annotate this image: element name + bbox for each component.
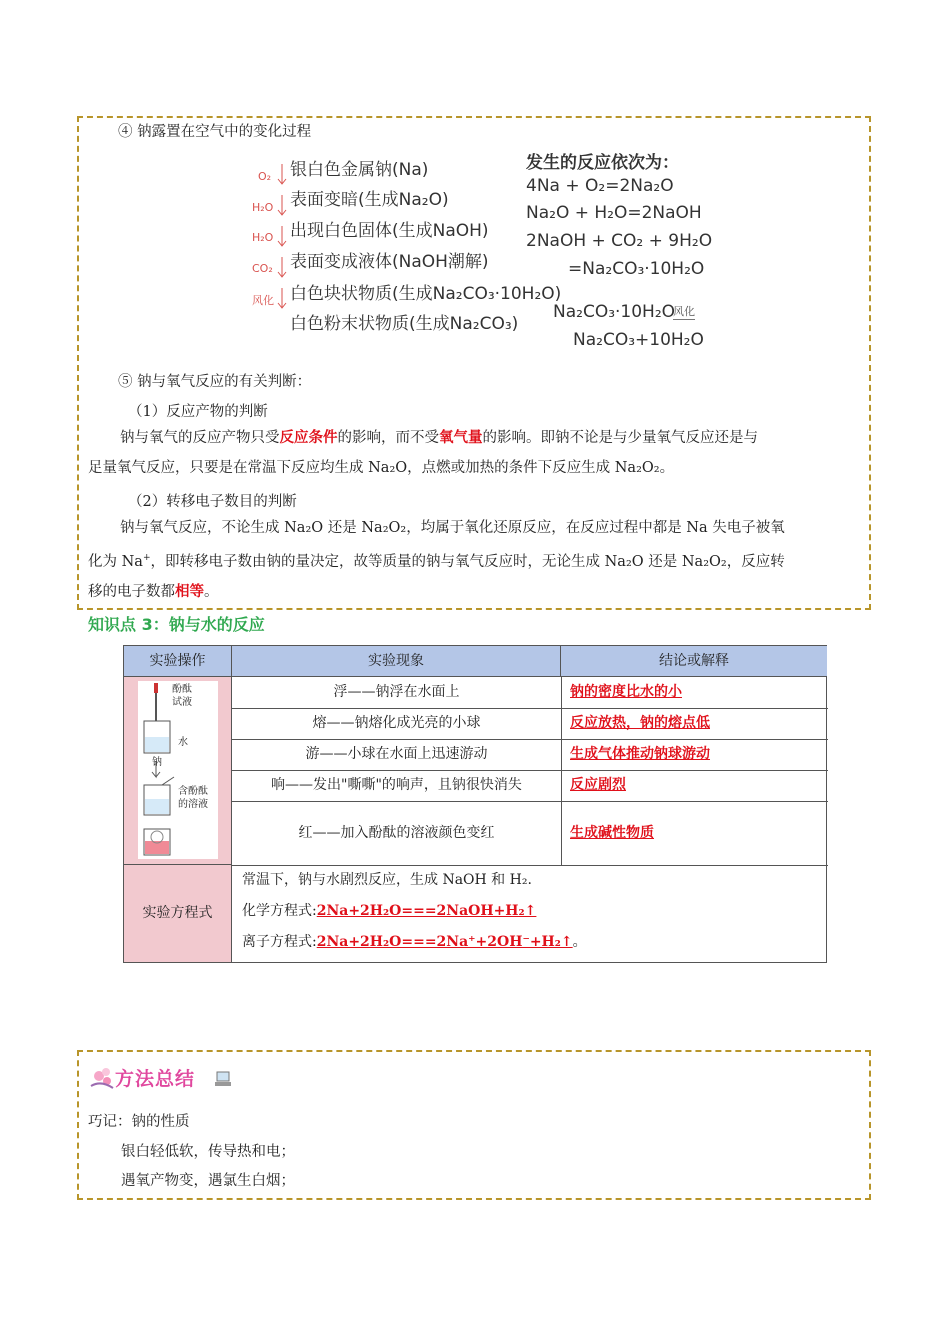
reaction-4-product: Na₂CO₃+10H₂O: [573, 330, 704, 350]
badge-text: 方法总结: [115, 1068, 196, 1090]
p2-line3a: 移的电子数都: [88, 584, 175, 600]
ion-label: 离子方程式:: [242, 934, 317, 950]
p2-line2sup: +: [142, 553, 151, 563]
conclusion-float: 钠的密度比水的小: [570, 684, 682, 700]
arrow-label-h2o-2: H₂O: [252, 231, 274, 244]
reaction-3: 2NaOH + CO₂ + 9H₂O: [526, 231, 713, 251]
phenomenon-sound: 响——发出"嘶嘶"的响声，且钠很快消失: [271, 777, 522, 793]
grid-line: [232, 801, 828, 802]
label-phenolphthalein: 酚酞: [172, 684, 192, 695]
grid-line: [232, 865, 828, 866]
flower-icon: [87, 1062, 117, 1092]
sub2-title: （2）转移电子数目的判断: [128, 494, 297, 510]
p1-c: 的影响，而不受: [337, 430, 439, 446]
paragraph-electrons: [88, 513, 868, 607]
ionic-equation-line: [242, 930, 587, 954]
sub1-title: （1）反应产物的判断: [128, 404, 268, 420]
equation-label: 实验方程式: [124, 865, 232, 962]
arrow-label-co2: CO₂: [252, 262, 273, 275]
reactions-title: 发生的反应依次为：: [526, 153, 679, 173]
chem-label: 化学方程式:: [242, 903, 317, 919]
reaction-2: Na₂O + H₂O=2NaOH: [526, 203, 702, 223]
chain-step-2: 表面变暗(生成Na₂O): [290, 190, 449, 210]
arrow-label-weathering: 风化: [252, 294, 274, 307]
label-with-phenolphthalein: 含酚酞: [178, 786, 208, 797]
phenomenon-melt: 熔——钠熔化成光亮的小球: [312, 715, 481, 731]
conclusion-melt: 反应放热，钠的熔点低: [570, 715, 710, 731]
grid-line: [232, 770, 828, 771]
label-solution: 的溶液: [178, 799, 208, 810]
phenomenon-float: 浮——钠浮在水面上: [333, 684, 460, 700]
reaction-4: Na₂CO₃·10H₂O: [553, 302, 676, 322]
phenomenon-red: 红——加入酚酞的溶液颜色变红: [298, 825, 495, 841]
chain-step-3: 出现白色固体(生成NaOH): [290, 221, 489, 241]
tip-line-1: 银白轻低软，传导热和电；: [121, 1144, 295, 1160]
p2-line2a: 化为 Na: [88, 554, 143, 570]
header-operation: 实验操作: [124, 646, 232, 677]
ionic-equation: 2Na+2H₂O===2Na⁺+2OH⁻+H₂↑: [316, 934, 573, 950]
p2-line2b: ，即转移电子数由钠的量决定，故等质量的钠与氧气反应时，无论生成 Na₂O 还是 Na₂O₂，反应转: [150, 554, 785, 570]
section-heading: 知识点 3：钠与水的反应: [88, 615, 265, 634]
chain-step-4: 表面变成液体(NaOH潮解): [290, 252, 489, 272]
p2-line3c: 。: [204, 584, 219, 600]
apparatus-figure: [138, 681, 218, 859]
item4-title: ④ 钠露置在空气中的变化过程: [118, 124, 312, 140]
reaction-3-product: =Na₂CO₃·10H₂O: [568, 259, 705, 279]
header-phenomenon: 实验现象: [232, 646, 561, 677]
p1-a: 钠与氧气的反应产物只受: [120, 430, 280, 446]
ion-end: 。: [572, 934, 587, 950]
conclusion-swim: 生成气体推动钠球游动: [570, 746, 710, 762]
grid-line: [561, 677, 562, 865]
grid-line: [232, 708, 828, 709]
tip-line-2: 遇氧产物变，遇氯生白烟；: [121, 1173, 295, 1189]
apparatus-cell: [124, 677, 232, 865]
chain-step-5: 白色块状物质(生成Na₂CO₃·10H₂O): [290, 284, 562, 304]
phenomenon-swim: 游——小球在水面上迅速游动: [305, 746, 488, 762]
p2-equal: 相等: [175, 583, 204, 600]
chemical-equation: 2Na+2H₂O===2NaOH+H₂↑: [316, 903, 537, 919]
reaction-1: 4Na + O₂=2Na₂O: [526, 176, 674, 196]
header-conclusion: 结论或解释: [561, 646, 827, 677]
label-water: 水: [178, 737, 188, 748]
tip-title: 巧记：钠的性质: [88, 1114, 190, 1130]
item5-title: ⑤ 钠与氧气反应的有关判断：: [118, 374, 312, 390]
grid-line: [232, 739, 828, 740]
down-arrows-icon: [276, 162, 288, 332]
label-test-solution: 试液: [172, 697, 192, 708]
label-sodium: 钠: [152, 757, 162, 768]
p1-oxygen-amount: 氧气量: [439, 429, 483, 446]
conclusion-sound: 反应剧烈: [570, 777, 626, 793]
paragraph-products: [88, 423, 868, 483]
chain-step-1: 银白色金属钠(Na): [290, 160, 429, 180]
weathering-arrow-label: 风化: [673, 305, 695, 318]
arrow-label-h2o-1: H₂O: [252, 201, 274, 214]
p2-line1: 钠与氧气反应，不论生成 Na₂O 还是 Na₂O₂，均属于氧化还原反应，在反应过程中都是 Na 失电子被氧: [120, 520, 785, 536]
computer-icon: [215, 1070, 231, 1088]
conclusion-red: 生成碱性物质: [570, 825, 654, 841]
arrow-label-o2: O₂: [258, 170, 272, 183]
p1-reaction-condition: 反应条件: [279, 429, 338, 446]
p1-e: 的影响。即钠不论是与少量氧气反应还是与: [482, 430, 758, 446]
p1-f: 足量氧气反应，只要是在常温下反应均生成 Na₂O，点燃或加热的条件下反应生成 Na₂O₂。: [88, 460, 675, 476]
chain-step-6: 白色粉末状物质(生成Na₂CO₃): [290, 314, 519, 334]
equation-intro: 常温下，钠与水剧烈反应，生成 NaOH 和 H₂.: [242, 872, 532, 888]
method-summary-badge: [87, 1062, 237, 1092]
reaction-table: [123, 645, 827, 963]
chemical-equation-line: [242, 899, 536, 923]
